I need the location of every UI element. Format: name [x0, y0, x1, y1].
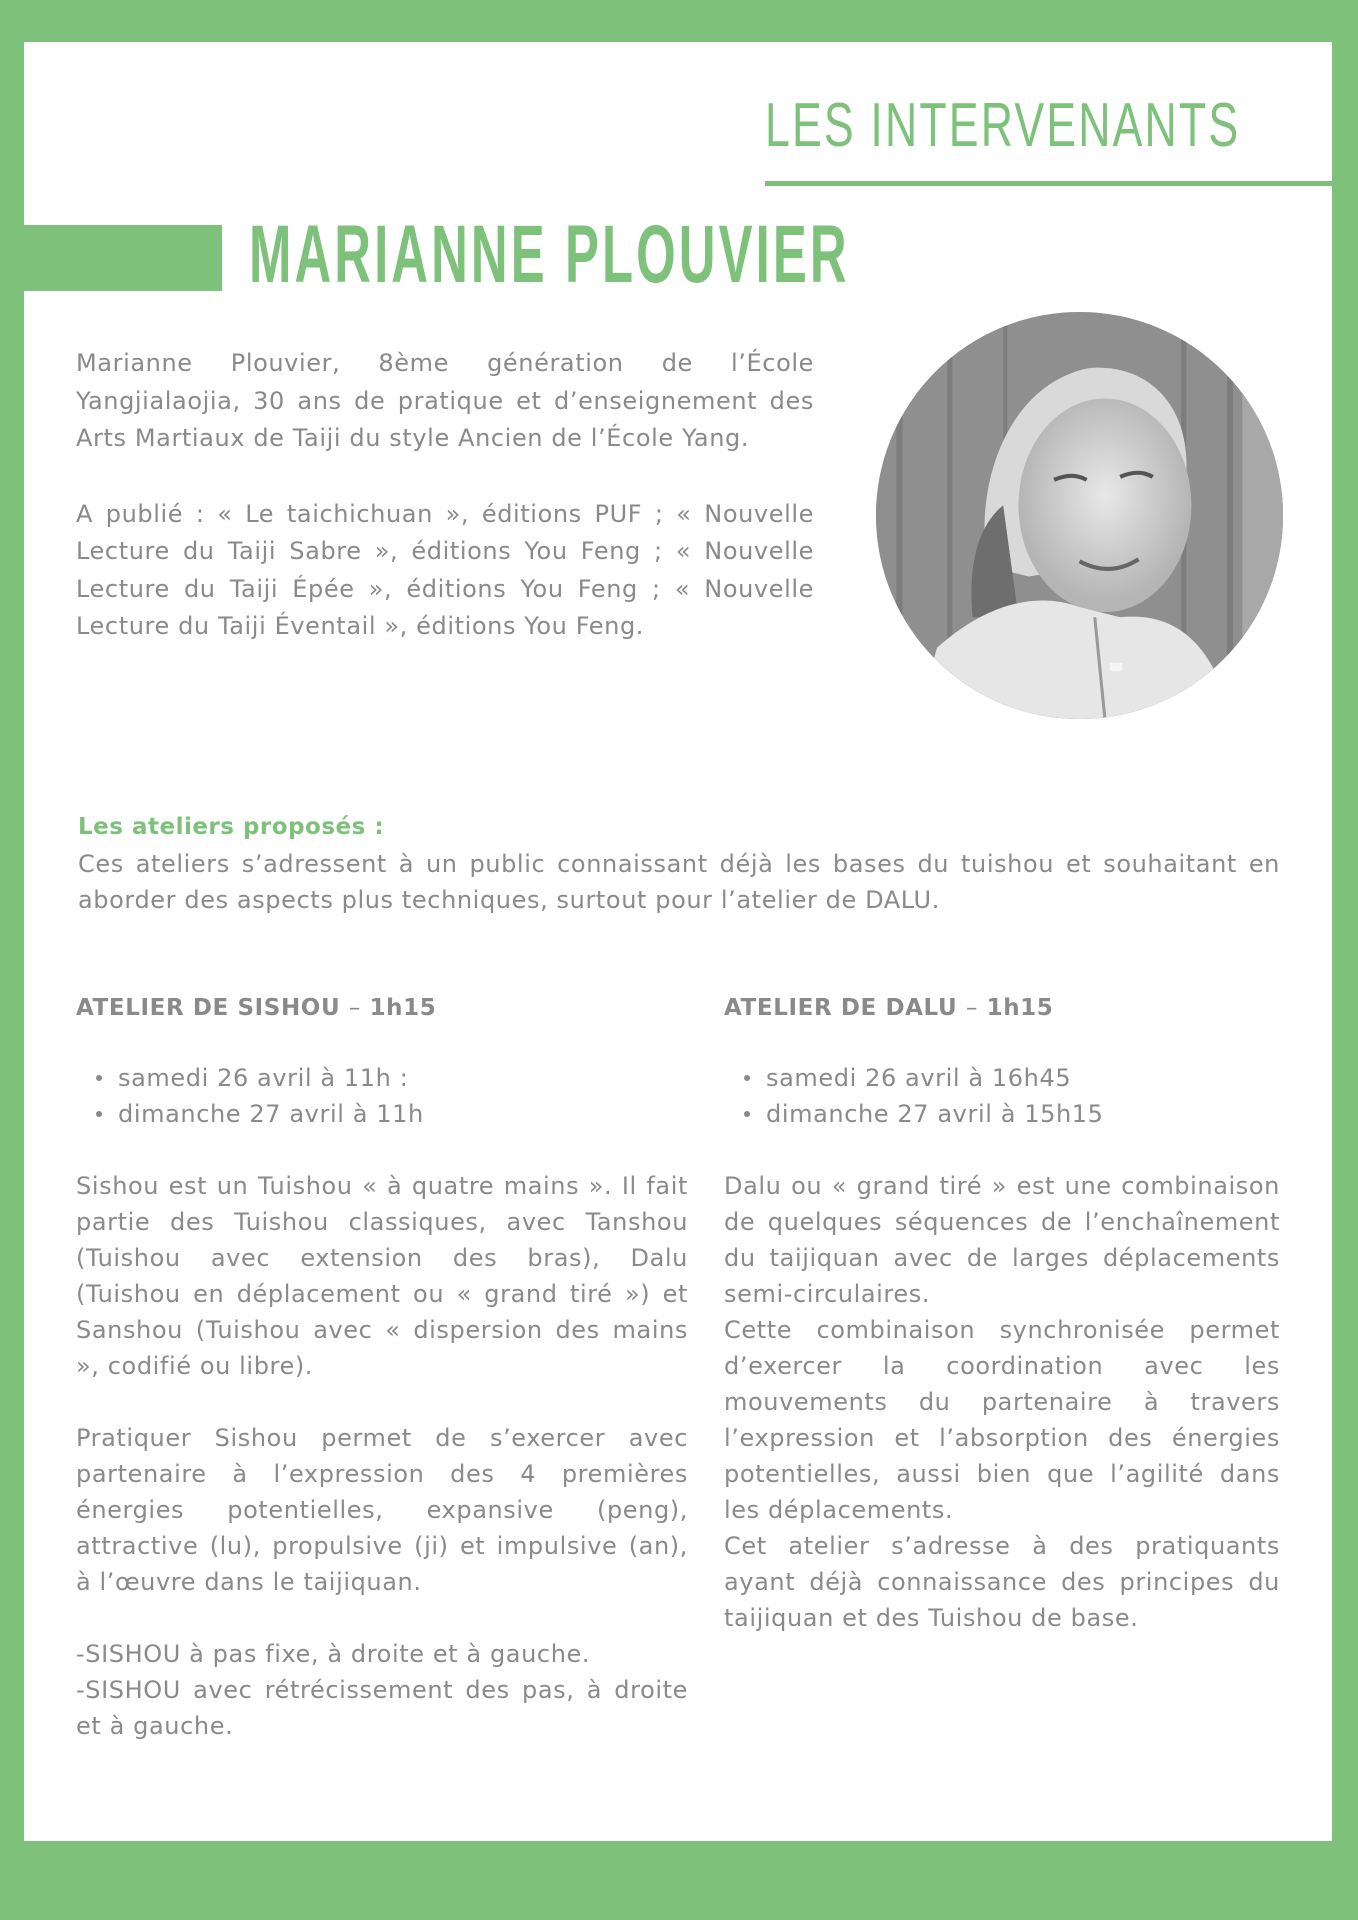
description-paragraph: Pratiquer Sishou permet de s’exercer avec partenaire à l’expression des 4 premières énergies potentielles, expansive (peng), attractive (lu), propulsive (ji) et impulsive (an), à l’œuvre dans le taijiquan. [76, 1424, 688, 1596]
title-underline [765, 181, 1332, 186]
session-item [96, 1060, 688, 1096]
session-text: dimanche 27 avril à 15h15 [766, 1100, 1104, 1128]
atelier-description [76, 1168, 688, 1744]
atelier-sishou [76, 990, 688, 1744]
atelier-duration: 1h15 [986, 995, 1054, 1021]
ateliers-heading: Les ateliers proposés : [78, 814, 385, 840]
speaker-portrait [876, 312, 1283, 719]
bullet-icon [744, 1075, 750, 1081]
atelier-description [724, 1168, 1280, 1636]
session-list [724, 1060, 1280, 1132]
description-paragraph: Dalu ou « grand tiré » est une combinaison de quelques séquences de l’enchaînement du taijiquan avec de larges déplacements semi-circulaires. [724, 1172, 1280, 1308]
bullet-icon [96, 1075, 102, 1081]
session-item [744, 1060, 1280, 1096]
session-item [744, 1096, 1280, 1132]
technique-line: -SISHOU à pas fixe, à droite et à gauche. [76, 1640, 591, 1668]
atelier-name: ATELIER DE SISHOU [76, 995, 341, 1021]
section-title: LES INTERVENANTS [765, 91, 1241, 160]
speaker-name: MARIANNE PLOUVIER [249, 209, 850, 300]
bio-paragraph: Marianne Plouvier, 8ème génération de l’École Yangjialaojia, 30 ans de pratique et d’enseignement des Arts Martiaux de Taiji du style Ancien de l’École Yang. [76, 349, 814, 452]
atelier-name: ATELIER DE DALU [724, 995, 958, 1021]
atelier-dalu [724, 990, 1280, 1636]
atelier-title [724, 990, 1280, 1026]
description-paragraph: Cet atelier s’adresse à des pratiquants ayant déjà connaissance des principes du taijiquan et des Tuishou de base. [724, 1532, 1280, 1632]
bullet-icon [744, 1111, 750, 1117]
description-paragraph: Cette combinaison synchronisée permet d’exercer la coordination avec les mouvements du partenaire à travers l’expression et l’absorption des énergies potentielles, aussi bien que l’agilité dans les déplacements. [724, 1316, 1280, 1524]
technique-line: -SISHOU avec rétrécissement des pas, à droite et à gauche. [76, 1676, 688, 1740]
portrait-photo-icon [876, 312, 1283, 719]
atelier-duration: 1h15 [369, 995, 437, 1021]
description-paragraph: Sishou est un Tuishou « à quatre mains ». Il fait partie des Tuishou classiques, avec Tanshou (Tuishou avec extension des bras), Dalu (Tuishou en déplacement ou « grand tiré ») et Sanshou (Tuishou avec « dispersion des mains », codifié ou libre). [76, 1172, 688, 1380]
atelier-title [76, 990, 688, 1026]
ateliers-intro: Ces ateliers s’adressent à un public connaissant déjà les bases du tuishou et souhaitant en aborder des aspects plus techniques, surtout pour l’atelier de DALU. [78, 850, 1280, 914]
session-item [96, 1096, 688, 1132]
session-text: dimanche 27 avril à 11h [118, 1100, 424, 1128]
bullet-icon [96, 1111, 102, 1117]
title-separator: – [965, 995, 978, 1021]
speaker-bio [76, 345, 814, 684]
name-accent-block [24, 225, 222, 291]
session-text: samedi 26 avril à 16h45 [766, 1064, 1072, 1092]
session-list [76, 1060, 688, 1132]
bio-publications: A publié : « Le taichichuan », éditions PUF ; « Nouvelle Lecture du Taiji Sabre », éditions You Feng ; « Nouvelle Lecture du Taiji Épée », éditions You Feng ; « Nouvelle Lecture du Taiji Éventail », éditions You Feng. [76, 499, 814, 640]
title-separator: – [348, 995, 361, 1021]
session-text: samedi 26 avril à 11h : [118, 1064, 409, 1092]
